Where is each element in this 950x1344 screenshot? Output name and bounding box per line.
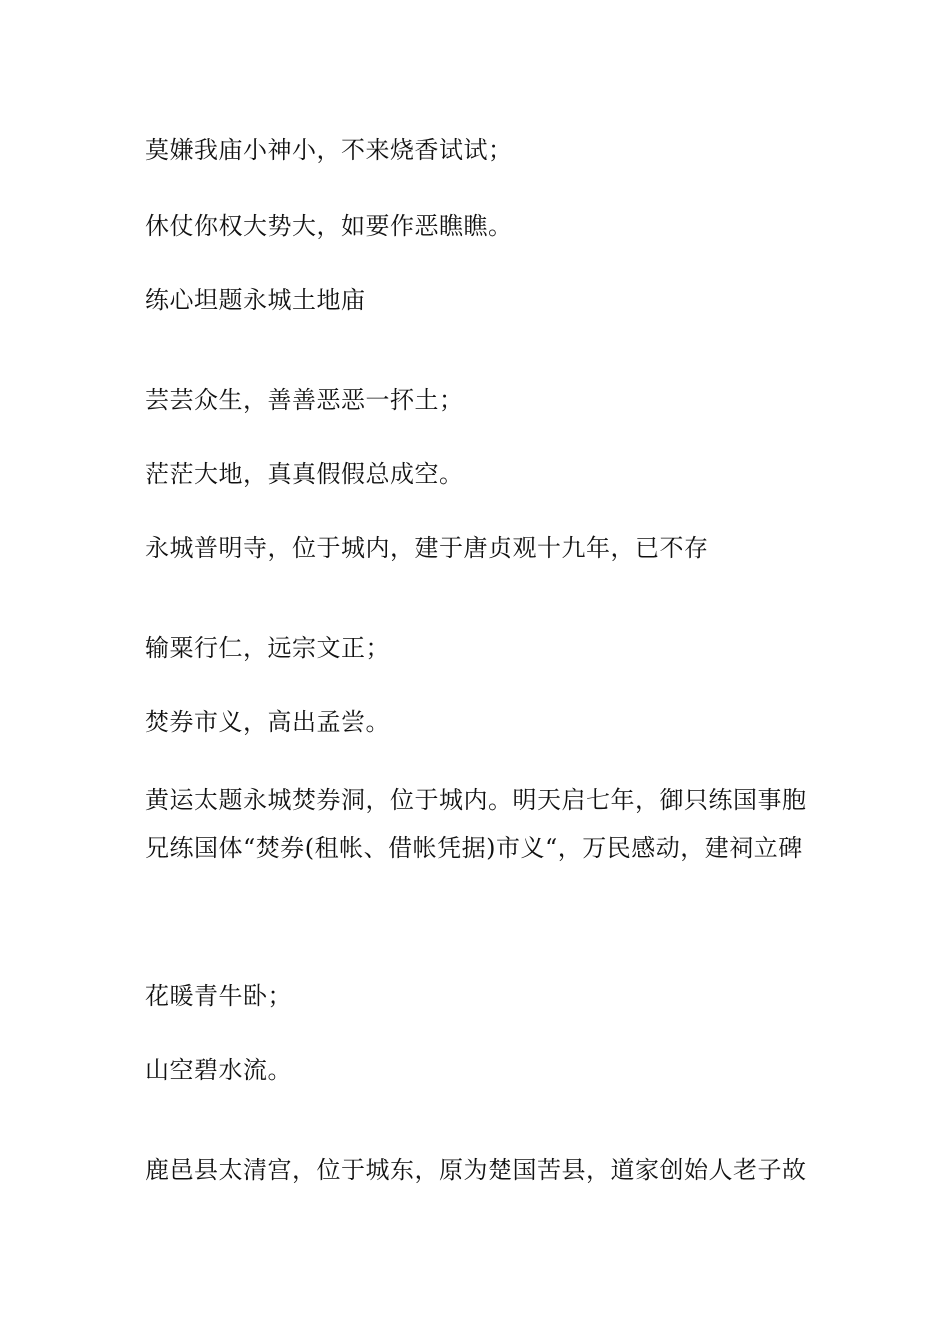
couplet-line-5: 输粟行仁，远宗文正； — [145, 634, 390, 662]
couplet-line-2: 休仗你权大势大，如要作恶瞧瞧。 — [145, 212, 513, 240]
description-paragraph: 黄运太题永城焚券洞，位于城内。明天启七年，御只练国事胞兄练国体“焚券(租帐、借帐凭据)市义“，万民感动，建祠立碑 — [145, 786, 807, 862]
couplet-line-3: 芸芸众生，善善恶恶一抔土； — [145, 386, 464, 414]
couplet-line-7: 花暖青牛卧； — [145, 982, 292, 1010]
description-line-2: 鹿邑县太清宫，位于城东，原为楚国苦县，道家创始人老子故 — [145, 1156, 807, 1184]
couplet-line-8: 山空碧水流。 — [145, 1056, 292, 1084]
couplet-line-4: 茫茫大地，真真假假总成空。 — [145, 460, 464, 488]
attribution-line: 练心坦题永城土地庙 — [145, 286, 366, 314]
description-line: 永城普明寺，位于城内，建于唐贞观十九年，已不存 — [145, 534, 709, 562]
couplet-line-6: 焚券市义，高出孟尝。 — [145, 708, 390, 736]
couplet-line-1: 莫嫌我庙小神小，不来烧香试试； — [145, 136, 513, 164]
